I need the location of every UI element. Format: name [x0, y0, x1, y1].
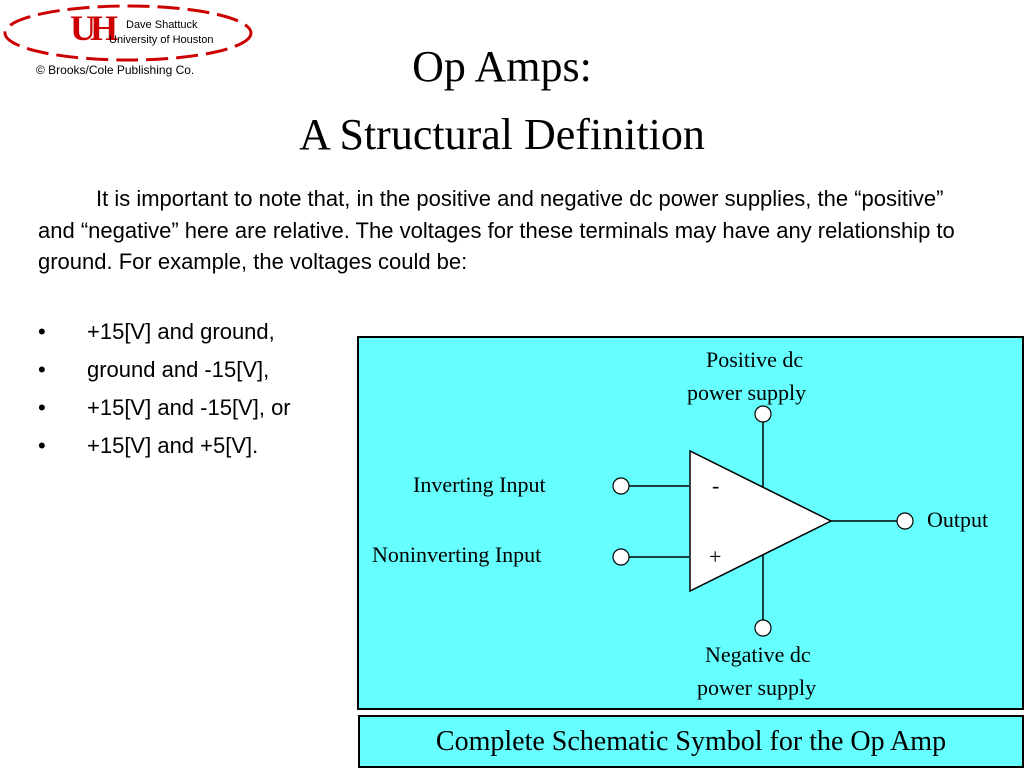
negative-supply-terminal	[755, 620, 771, 636]
output-terminal	[897, 513, 913, 529]
noninverting-input-label: Noninverting Input	[372, 542, 542, 567]
bullet-text: +15[V] and -15[V], or	[87, 395, 291, 420]
positive-supply-label-1: Positive dc	[706, 347, 804, 372]
publisher-credit: © Brooks/Cole Publishing Co.	[36, 63, 195, 77]
diagram-caption: Complete Schematic Symbol for the Op Amp	[358, 715, 1024, 768]
inverting-terminal	[613, 478, 629, 494]
list-item	[38, 352, 291, 390]
bullet-text: ground and -15[V],	[87, 357, 270, 382]
list-item	[38, 428, 291, 466]
uh-logo: UH	[70, 8, 112, 48]
list-item	[38, 314, 291, 352]
bullet-icon: •	[38, 319, 46, 344]
author-name: Dave Shattuck	[126, 19, 198, 31]
negative-supply-label-1: Negative dc	[705, 642, 811, 667]
noninverting-terminal	[613, 549, 629, 565]
bullet-text: +15[V] and ground,	[87, 319, 275, 344]
bullet-icon: •	[38, 357, 46, 382]
list-item	[38, 390, 291, 428]
page-title-line2: A Structural Definition	[299, 110, 705, 159]
university-name: University of Houston	[109, 34, 214, 46]
inverting-input-label: Inverting Input	[413, 472, 546, 497]
plus-sign: +	[709, 544, 722, 569]
positive-supply-label-2: power supply	[687, 380, 807, 405]
negative-supply-label-2: power supply	[697, 675, 817, 700]
minus-sign: -	[712, 473, 720, 498]
output-label: Output	[927, 507, 989, 532]
body-paragraph: It is important to note that, in the positive and negative dc power supplies, the “positive” and “negative” here are relative. The voltages for these terminals may have any relationship to ground. For example, the voltages could be:	[38, 186, 955, 274]
page-title-line1: Op Amps:	[412, 42, 592, 91]
bullet-icon: •	[38, 395, 46, 420]
op-amp-diagram	[357, 336, 1024, 710]
bullet-icon: •	[38, 433, 46, 458]
bullet-list	[38, 314, 291, 466]
bullet-text: +15[V] and +5[V].	[87, 433, 259, 458]
